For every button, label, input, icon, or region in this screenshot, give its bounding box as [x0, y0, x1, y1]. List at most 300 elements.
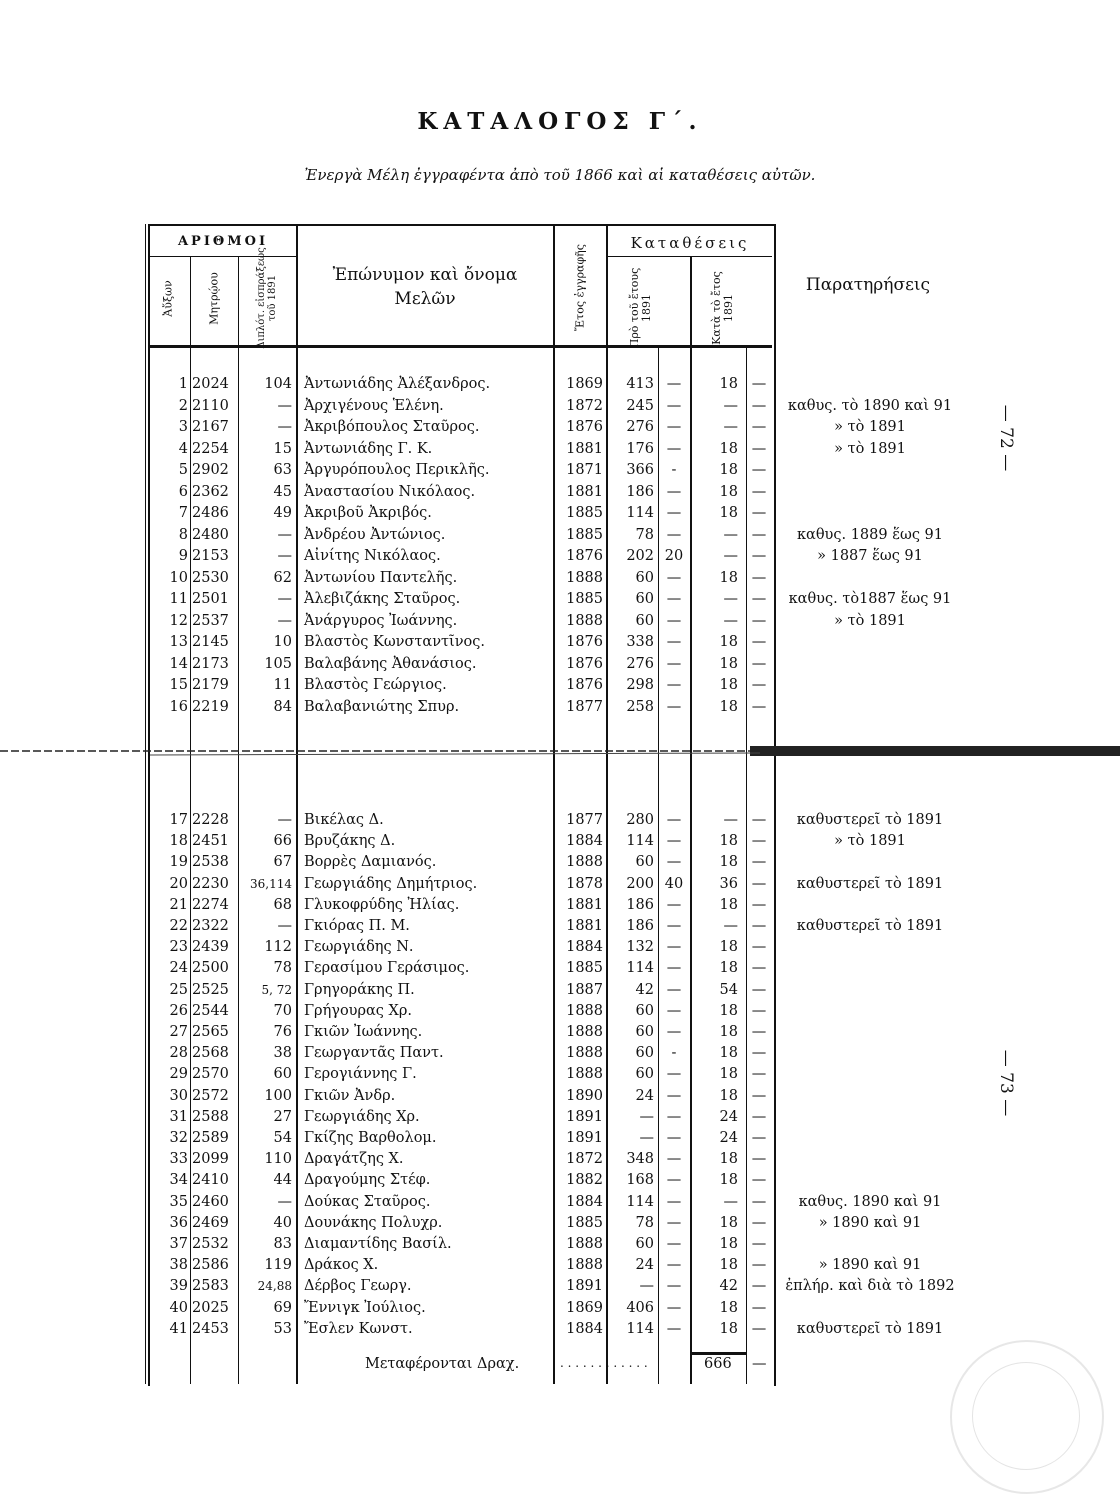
cell-name: Γεωργιάδης Χρ.	[304, 1108, 420, 1125]
table-row	[0, 1234, 1120, 1254]
table-row	[0, 1192, 1120, 1212]
cell-k1: 18	[719, 569, 738, 586]
total-rule	[690, 1352, 746, 1355]
cell-m: 2322	[192, 918, 229, 934]
cell-d: 66	[273, 833, 292, 850]
cell-k1: 18	[719, 1045, 738, 1062]
cell-k1: 18	[719, 655, 738, 672]
cell-k1: —	[723, 612, 738, 629]
cell-n: 37	[169, 1236, 188, 1252]
cell-n: 34	[169, 1172, 188, 1189]
table-row	[0, 546, 1120, 566]
cell-d: 45	[273, 483, 292, 500]
cell-k1: 18	[719, 1087, 738, 1104]
cell-n: 19	[169, 854, 188, 871]
cell-d: 105	[264, 655, 292, 672]
table-row	[0, 852, 1120, 872]
cell-n: 11	[169, 591, 188, 607]
cell-m: 2583	[192, 1278, 229, 1295]
cell-name: Γερογιάννης Γ.	[304, 1066, 417, 1083]
cell-d: 69	[273, 1299, 292, 1316]
cell-d: 104	[264, 376, 292, 392]
cell-p1: —	[639, 1130, 654, 1146]
cell-m: 2486	[192, 505, 229, 521]
cell-d: —	[277, 397, 292, 414]
cell-y: 1876	[566, 548, 603, 564]
cell-y: 1872	[566, 1151, 603, 1168]
cell-k2: —	[751, 1066, 767, 1083]
cell-p2: —	[666, 1024, 682, 1040]
cell-k2: —	[751, 1320, 767, 1337]
cell-d: 49	[273, 505, 292, 521]
cell-y: 1884	[566, 833, 603, 850]
cell-k2: —	[751, 1257, 767, 1274]
cell-m: 2274	[192, 896, 229, 913]
cell-p2: 20	[664, 548, 684, 564]
cell-k2: —	[751, 1214, 767, 1231]
cell-p2: —	[666, 960, 682, 977]
cell-note: καθυς. τὸ1887 ἕως 91	[788, 591, 952, 607]
cell-p2: -	[671, 462, 677, 478]
cell-k1: —	[723, 591, 738, 607]
cell-k2: —	[751, 698, 767, 715]
cell-k2: —	[751, 677, 767, 693]
cell-y: 1891	[566, 1130, 603, 1146]
cell-k1: 18	[719, 1066, 738, 1083]
cell-m: 2568	[192, 1045, 229, 1062]
cell-m: 2153	[192, 548, 229, 564]
cell-m: 2588	[192, 1108, 229, 1125]
cell-d: 54	[273, 1130, 292, 1146]
cell-m: 2145	[192, 634, 229, 650]
cell-k1: 18	[719, 505, 738, 521]
cell-note: καθυστερεῖ τὸ 1891	[796, 918, 944, 934]
cell-k2: —	[751, 548, 767, 564]
cell-d: 5, 72	[261, 982, 292, 997]
cell-k1: —	[723, 397, 738, 414]
page-number-bottom: — 73 —	[996, 1049, 1016, 1117]
cell-name: Δραγούμης Στέφ.	[304, 1172, 431, 1189]
cell-k1: 18	[719, 1151, 738, 1168]
cell-k1: 18	[719, 440, 738, 457]
cell-p1: 60	[635, 569, 654, 586]
cell-k1: 18	[719, 1236, 738, 1252]
cell-y: 1881	[566, 440, 603, 457]
cell-note: » τὸ 1891	[834, 612, 906, 629]
cell-m: 2099	[192, 1151, 229, 1168]
header-paratiriseis: Παρατηρήσεις	[805, 275, 931, 295]
cell-name: Γεωργιάδης Δημήτριος.	[304, 875, 478, 892]
cell-k1: —	[723, 526, 738, 543]
cell-d: 40	[273, 1214, 292, 1231]
cell-k1: 24	[719, 1108, 738, 1125]
cell-n: 22	[169, 918, 188, 934]
cell-d: 44	[273, 1172, 292, 1189]
cell-d: —	[277, 1193, 292, 1210]
cell-k1: 54	[719, 981, 738, 998]
cell-name: Ἀναστασίου Νικόλαος.	[304, 483, 476, 500]
cell-d: —	[277, 612, 292, 629]
cell-p1: 276	[626, 655, 654, 672]
cell-k2: —	[751, 569, 767, 586]
cell-d: 53	[273, 1320, 292, 1337]
cell-n: 16	[169, 698, 188, 715]
cell-k2: —	[751, 483, 767, 500]
cell-p2: —	[666, 939, 682, 956]
cell-name: Ἀκριβόπουλος Σταῦρος.	[304, 419, 480, 435]
cell-name: Δράκος Χ.	[304, 1257, 379, 1274]
cell-p1: 200	[626, 875, 654, 892]
cell-k2: —	[751, 1193, 767, 1210]
cell-k2: —	[751, 1024, 767, 1040]
cell-name: Βρυζάκης Δ.	[304, 833, 396, 850]
cell-p1: —	[639, 1108, 654, 1125]
cell-p2: —	[666, 1130, 682, 1146]
cell-d: 24,88	[257, 1279, 292, 1294]
carry-label: Μεταφέρονται Δραχ.	[365, 1356, 520, 1372]
cell-n: 13	[169, 634, 188, 650]
cell-y: 1884	[566, 939, 603, 956]
table-row	[0, 1022, 1120, 1042]
table-row	[0, 439, 1120, 459]
cell-k2: —	[751, 1087, 767, 1104]
cell-name: Γεωργιάδης Ν.	[304, 939, 414, 956]
cell-d: 78	[273, 960, 292, 977]
cell-name: Ἔννιγκ Ἰούλιος.	[304, 1299, 426, 1316]
cell-y: 1888	[566, 1236, 603, 1252]
cell-m: 2532	[192, 1236, 229, 1252]
cell-p2: -	[671, 1045, 677, 1062]
cell-d: —	[277, 548, 292, 564]
cell-k2: —	[751, 1151, 767, 1168]
cell-k1: 24	[719, 1130, 738, 1146]
cell-name: Γρηγοράκης Π.	[304, 981, 415, 998]
cell-m: 2362	[192, 483, 229, 500]
cell-m: 2586	[192, 1257, 229, 1274]
cell-d: 67	[273, 854, 292, 871]
table-row	[0, 675, 1120, 695]
header-arithmoi: ΑΡΙΘΜΟΙ	[177, 234, 269, 249]
cell-n: 38	[169, 1257, 188, 1274]
table-row	[0, 1107, 1120, 1127]
cell-k1: 18	[719, 634, 738, 650]
cell-p2: —	[666, 612, 682, 629]
cell-m: 2544	[192, 1002, 229, 1019]
cell-y: 1869	[566, 376, 603, 392]
cell-n: 5	[178, 462, 188, 478]
cell-p2: —	[666, 918, 682, 934]
cell-p1: 60	[635, 1066, 654, 1083]
cell-k2: —	[751, 812, 767, 828]
cell-k2: —	[751, 875, 767, 892]
cell-k2: —	[751, 833, 767, 850]
cell-name: Δουνάκης Πολυχρ.	[304, 1214, 443, 1231]
cell-y: 1888	[566, 1024, 603, 1040]
cell-k2: —	[751, 854, 767, 871]
cell-n: 9	[178, 548, 188, 564]
cell-m: 2173	[192, 655, 229, 672]
cell-p1: 186	[626, 918, 654, 934]
cell-p1: 366	[626, 462, 654, 478]
cell-d: 119	[264, 1257, 292, 1274]
cell-y: 1888	[566, 1257, 603, 1274]
cell-y: 1882	[566, 1172, 603, 1189]
cell-y: 1891	[566, 1278, 603, 1295]
cell-p1: 132	[626, 939, 654, 956]
header-pro: Πρὸ τοῦ ἔτους 1891	[628, 267, 653, 349]
header-katatheseis: Καταθέσεις	[630, 234, 750, 252]
cell-p2: —	[666, 376, 682, 392]
cell-y: 1885	[566, 591, 603, 607]
cell-p1: 60	[635, 612, 654, 629]
cell-d: 62	[273, 569, 292, 586]
table-row	[0, 525, 1120, 545]
cell-name: Βικέλας Δ.	[304, 812, 384, 828]
cell-n: 18	[169, 833, 188, 850]
cell-name: Ἀντωνίου Παντελῆς.	[304, 569, 458, 586]
cell-m: 2110	[192, 397, 229, 414]
cell-p1: 114	[626, 833, 654, 850]
cell-m: 2572	[192, 1087, 229, 1104]
table-row	[0, 632, 1120, 652]
cell-y: 1885	[566, 505, 603, 521]
cell-k1: 18	[719, 1172, 738, 1189]
cell-k1: 18	[719, 833, 738, 850]
cell-name: Ἀνάργυρος Ἰωάννης.	[304, 612, 458, 629]
cell-note: » τὸ 1891	[834, 440, 906, 457]
cell-m: 2439	[192, 939, 229, 956]
cell-name: Ἀρχιγένους Ἑλένη.	[304, 397, 444, 414]
cell-y: 1876	[566, 677, 603, 693]
cell-p2: —	[666, 981, 682, 998]
cell-d: 83	[273, 1236, 292, 1252]
cell-p2: —	[666, 1172, 682, 1189]
cell-d: 70	[273, 1002, 292, 1019]
cell-n: 26	[169, 1002, 188, 1019]
cell-note: καθυστερεῖ τὸ 1891	[796, 812, 944, 828]
cell-m: 2024	[192, 376, 229, 392]
cell-m: 2460	[192, 1193, 229, 1210]
cell-n: 4	[178, 440, 188, 457]
cell-n: 15	[169, 677, 188, 693]
cell-n: 25	[169, 981, 188, 998]
cell-k2: —	[751, 612, 767, 629]
table-row	[0, 1276, 1120, 1296]
cell-m: 2469	[192, 1214, 229, 1231]
cell-p1: 245	[626, 397, 654, 414]
cell-k1: —	[723, 918, 738, 934]
cell-p2: —	[666, 854, 682, 871]
cell-name: Δραγάτζης Χ.	[304, 1151, 404, 1168]
table-row	[0, 895, 1120, 915]
cell-p2: —	[666, 1002, 682, 1019]
cell-p1: 186	[626, 896, 654, 913]
cell-y: 1884	[566, 1193, 603, 1210]
cell-n: 36	[169, 1214, 188, 1231]
cell-p1: 168	[626, 1172, 654, 1189]
cell-p1: 78	[635, 1214, 654, 1231]
cell-n: 14	[169, 655, 188, 672]
cell-p2: —	[666, 419, 682, 435]
cell-note: καθυς. τὸ 1890 καὶ 91	[787, 397, 953, 414]
cell-p2: —	[666, 1087, 682, 1104]
cell-k2: —	[751, 1002, 767, 1019]
page-fold-tear	[0, 745, 1120, 759]
cell-k1: 18	[719, 1320, 738, 1337]
cell-k1: 18	[719, 960, 738, 977]
table-row	[0, 1149, 1120, 1169]
header-diplot: Διπλότ. εἰσπράξεως τοῦ 1891	[256, 247, 278, 349]
cell-p1: 60	[635, 591, 654, 607]
cell-k2: —	[751, 1236, 767, 1252]
cell-n: 7	[178, 505, 188, 521]
cell-note: καθυς. 1890 καὶ 91	[798, 1193, 942, 1210]
cell-name: Αἰνίτης Νικόλαος.	[304, 548, 441, 564]
cell-k1: 36	[719, 875, 738, 892]
cell-m: 2570	[192, 1066, 229, 1083]
table-row	[0, 503, 1120, 523]
cell-d: —	[277, 812, 292, 828]
cell-k2: —	[751, 591, 767, 607]
cell-p2: —	[666, 812, 682, 828]
cell-name: Δέρβος Γεωργ.	[304, 1278, 412, 1295]
cell-d: —	[277, 526, 292, 543]
cell-p1: 114	[626, 505, 654, 521]
cell-p2: —	[666, 591, 682, 607]
cell-note: » τὸ 1891	[834, 419, 906, 435]
cell-n: 1	[178, 376, 188, 392]
cell-m: 2219	[192, 698, 229, 715]
cell-k2: —	[751, 918, 767, 934]
cell-k1: 18	[719, 1257, 738, 1274]
cell-m: 2501	[192, 591, 229, 607]
cell-d: 112	[264, 939, 292, 956]
cell-name: Γκιῶν Ἀνδρ.	[304, 1087, 396, 1104]
cell-y: 1872	[566, 397, 603, 414]
cell-p1: 24	[635, 1087, 654, 1104]
table-row	[0, 589, 1120, 609]
cell-n: 40	[169, 1299, 188, 1316]
cell-y: 1876	[566, 655, 603, 672]
cell-p1: 298	[626, 677, 654, 693]
cell-p2: —	[666, 526, 682, 543]
cell-k1: 18	[719, 376, 738, 392]
cell-y: 1888	[566, 569, 603, 586]
cell-m: 2230	[192, 875, 229, 892]
cell-m: 2537	[192, 612, 229, 629]
cell-name: Ἀλεβιζάκης Σταῦρος.	[304, 591, 461, 607]
cell-y: 1877	[566, 698, 603, 715]
cell-y: 1877	[566, 812, 603, 828]
cell-d: 68	[273, 896, 292, 913]
page-subtitle: Ἐνεργὰ Μέλη ἐγγραφέντα ἀπὸ τοῦ 1866 καὶ αἱ καταθέσεις αὐτῶν.	[304, 166, 816, 184]
cell-p1: 348	[626, 1151, 654, 1168]
cell-note: καθυς. 1889 ἕως 91	[796, 526, 944, 543]
cell-p2: —	[666, 569, 682, 586]
cell-k1: 18	[719, 483, 738, 500]
cell-k1: 18	[719, 698, 738, 715]
cell-d: 100	[264, 1087, 292, 1104]
cell-name: Βορρὲς Δαμιανός.	[304, 854, 437, 871]
cell-p2: —	[666, 1066, 682, 1083]
cell-k2: —	[751, 526, 767, 543]
cell-y: 1888	[566, 612, 603, 629]
table-row	[0, 831, 1120, 851]
table-row	[0, 697, 1120, 717]
cell-p2: —	[666, 397, 682, 414]
cell-p2: —	[666, 483, 682, 500]
cell-name: Ἔσλεν Κωνστ.	[304, 1320, 413, 1337]
table-row	[0, 1043, 1120, 1063]
cell-m: 2254	[192, 440, 229, 457]
cell-n: 12	[169, 612, 188, 629]
cell-p1: 114	[626, 1193, 654, 1210]
cell-p1: 60	[635, 1002, 654, 1019]
cell-m: 2538	[192, 854, 229, 871]
cell-m: 2453	[192, 1320, 229, 1337]
cell-p2: —	[666, 1193, 682, 1210]
cell-p2: —	[666, 505, 682, 521]
header-etos: Ἔτος ἐγγραφῆς	[573, 244, 587, 331]
cell-name: Γλυκοφρύδης Ἠλίας.	[304, 896, 460, 913]
table-row	[0, 1170, 1120, 1190]
cell-d: 84	[273, 698, 292, 715]
cell-n: 6	[178, 483, 188, 500]
cell-m: 2589	[192, 1130, 229, 1146]
cell-p2: —	[666, 698, 682, 715]
cell-note: καθυστερεῖ τὸ 1891	[796, 875, 944, 892]
cell-y: 1878	[566, 875, 603, 892]
table-row	[0, 1298, 1120, 1318]
cell-k1: 18	[719, 939, 738, 956]
cell-k1: —	[723, 812, 738, 828]
cell-name: Βλαστὸς Κωνσταντῖνος.	[304, 634, 485, 650]
cell-note: » 1887 ἕως 91	[817, 548, 923, 564]
cell-k1: —	[723, 419, 738, 435]
cell-k1: 18	[719, 854, 738, 871]
table-row	[0, 874, 1120, 894]
cell-n: 17	[169, 812, 188, 828]
cell-k2: —	[751, 1130, 767, 1146]
table-row	[0, 1128, 1120, 1148]
cell-d: 27	[273, 1108, 292, 1125]
cell-d: 11	[273, 677, 292, 693]
cell-m: 2500	[192, 960, 229, 977]
cell-d: 38	[273, 1045, 292, 1062]
cell-y: 1881	[566, 918, 603, 934]
header-name: Ἐπώνυμον καὶ ὄνομα Μελῶν	[332, 265, 518, 309]
cell-p1: 24	[635, 1257, 654, 1274]
cell-y: 1888	[566, 1002, 603, 1019]
cell-d: 110	[264, 1151, 292, 1168]
cell-p1: 280	[626, 812, 654, 828]
cell-n: 39	[169, 1278, 188, 1295]
cell-name: Γρήγουρας Χρ.	[304, 1002, 412, 1019]
library-stamp-inner	[972, 1362, 1080, 1470]
cell-n: 31	[169, 1108, 188, 1125]
cell-note: ἐπλήρ. καὶ διὰ τὸ 1892	[785, 1278, 955, 1295]
table-row	[0, 1319, 1120, 1339]
cell-name: Βλαστὸς Γεώργιος.	[304, 677, 447, 693]
cell-p2: —	[666, 1214, 682, 1231]
cell-n: 35	[169, 1193, 188, 1210]
cell-n: 30	[169, 1087, 188, 1104]
cell-k1: 18	[719, 1299, 738, 1316]
cell-m: 2228	[192, 812, 229, 828]
table-row	[0, 396, 1120, 416]
header-kata: Κατὰ τὸ ἔτος 1891	[710, 271, 735, 345]
cell-k2: —	[751, 1278, 767, 1295]
